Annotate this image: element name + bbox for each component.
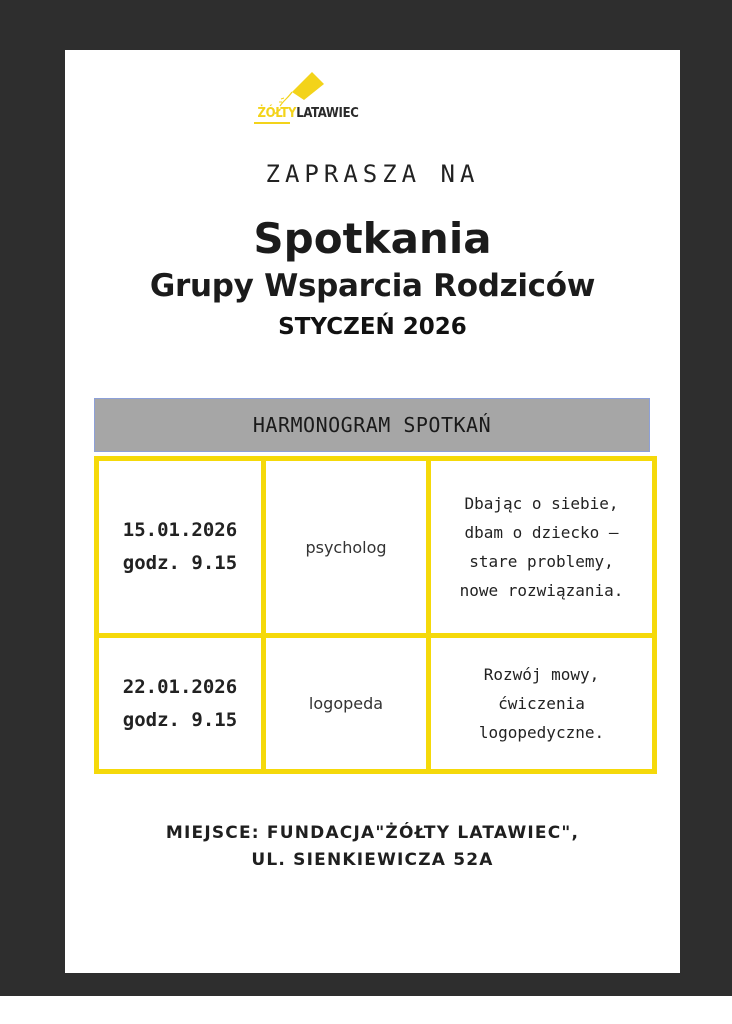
- location-line: UL. SIENKIEWICZA 52A: [251, 850, 494, 870]
- time: godz. 9.15: [122, 708, 238, 731]
- logo-text: [248, 106, 368, 121]
- logo-text-yellow: ŻÓŁTY: [257, 106, 297, 121]
- topic-line: dbam o dziecko –: [464, 523, 619, 543]
- role-cell: psycholog: [264, 459, 429, 636]
- topic-line: nowe rozwiązania.: [459, 581, 624, 601]
- month-label: STYCZEŃ 2026: [278, 314, 467, 340]
- logo-underline: [254, 122, 290, 124]
- topic-line: stare problemy,: [469, 552, 614, 572]
- schedule-table: [94, 456, 657, 774]
- topic-line: Dbając o siebie,: [464, 494, 619, 514]
- page-subtitle: Grupy Wsparcia Rodziców: [149, 268, 596, 304]
- topic-line: Rozwój mowy,: [483, 665, 600, 685]
- topic-cell: [429, 636, 655, 772]
- date-cell: [97, 636, 264, 772]
- time: godz. 9.15: [122, 552, 238, 575]
- logo-text-dark: LATAWIEC: [296, 106, 359, 121]
- page-title: Spotkania: [253, 214, 492, 263]
- bottom-margin: [0, 996, 732, 1024]
- schedule-header: HARMONOGRAM SPOTKAŃ: [94, 398, 650, 452]
- topic-line: logopedyczne.: [478, 723, 605, 743]
- date: 22.01.2026: [122, 675, 238, 698]
- kite-icon: [278, 70, 338, 108]
- invite-text: ZAPRASZA NA: [265, 160, 480, 188]
- date: 15.01.2026: [122, 519, 238, 542]
- table-row: [97, 636, 655, 772]
- role-cell: logopeda: [264, 636, 429, 772]
- logo: [248, 70, 368, 124]
- topic-line: ćwiczenia: [498, 694, 585, 714]
- location: [65, 820, 680, 874]
- date-cell: [97, 459, 264, 636]
- location-line: MIEJSCE: FUNDACJA"ŻÓŁTY LATAWIEC",: [165, 823, 580, 843]
- topic-cell: [429, 459, 655, 636]
- table-row: [97, 459, 655, 636]
